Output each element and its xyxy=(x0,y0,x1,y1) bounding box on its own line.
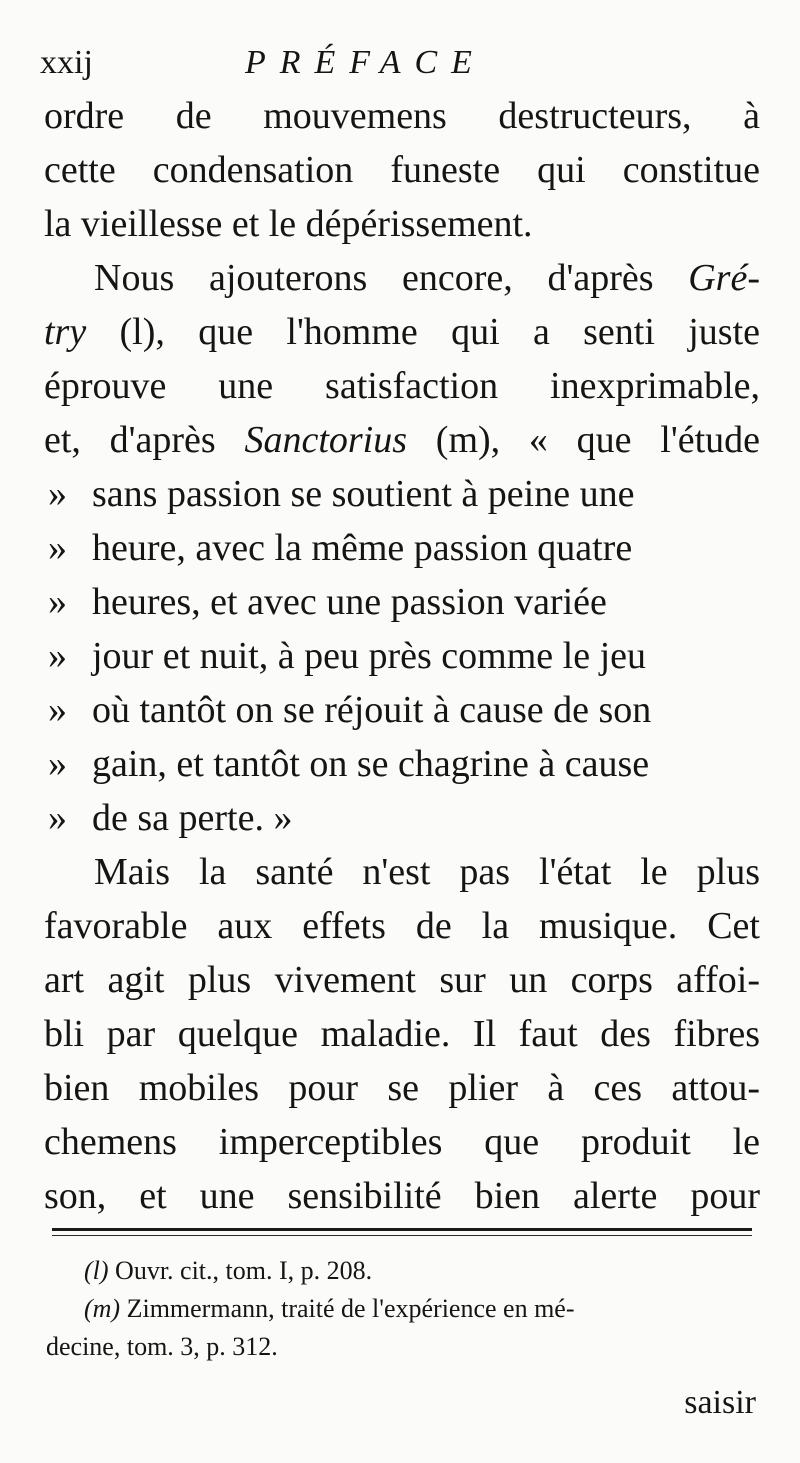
running-head: PRÉFACE xyxy=(245,44,486,81)
quoted-line xyxy=(44,521,760,575)
page-header xyxy=(40,44,760,94)
text-line: chemens imperceptibles que produit le xyxy=(44,1121,760,1163)
text-run: (m), « que l'étude xyxy=(407,419,760,461)
footnote-rule xyxy=(52,1228,752,1231)
quoted-text: gain, et tantôt on se chagrine à cause xyxy=(92,743,650,785)
text-line: bli par quelque maladie. Il faut des fibres xyxy=(44,1013,760,1055)
body-text xyxy=(44,89,760,1223)
quoted-line xyxy=(44,791,760,845)
quoted-text: où tantôt on se réjouit à cause de son xyxy=(92,689,652,731)
text-run: Nous ajouterons encore, d'après xyxy=(94,257,689,299)
text-line: éprouve une satisfaction inexprimable, xyxy=(44,365,760,407)
quoted-line xyxy=(44,629,760,683)
footnote-m-continued: decine, tom. 3, p. 312. xyxy=(46,1332,278,1361)
quoted-text: heure, avec la même passion quatre xyxy=(92,527,633,569)
footnote-text: Ouvr. cit., tom. I, p. 208. xyxy=(108,1256,373,1285)
quote-mark: » xyxy=(48,581,67,623)
quoted-line xyxy=(44,683,760,737)
quoted-text: sans passion se soutient à peine une xyxy=(92,473,635,515)
footnote-l xyxy=(46,1252,758,1290)
page-number: xxij xyxy=(40,44,93,81)
footnote-text: Zimmermann, traité de l'expérience en mé- xyxy=(120,1294,575,1323)
footnote-label: (m) xyxy=(84,1294,121,1323)
footnote-label: (l) xyxy=(84,1256,109,1285)
text-line: cette condensation funeste qui constitue xyxy=(44,149,760,191)
text-line: son, et une sensibilité bien alerte pour xyxy=(44,1175,760,1217)
footnotes xyxy=(46,1252,758,1366)
text-line: ordre de mouvemens destructeurs, à xyxy=(44,95,760,137)
quoted-text: jour et nuit, à peu près comme le jeu xyxy=(92,635,646,677)
text-line: art agit plus vivement sur un corps affoi- xyxy=(44,959,760,1001)
quoted-text: de sa perte. » xyxy=(92,797,293,839)
text-line xyxy=(44,251,760,305)
text-line: favorable aux effets de la musique. Cet xyxy=(44,905,760,947)
author-name-sanctorius: Sanctorius xyxy=(244,419,408,461)
text-run: et, d'après xyxy=(44,419,245,461)
text-run: (l), que l'homme qui a senti juste xyxy=(86,311,760,353)
author-name-gretry-end: try xyxy=(44,311,87,353)
author-name-gretry: Gré- xyxy=(688,257,760,299)
text-line xyxy=(44,305,760,359)
quote-mark: » xyxy=(48,527,67,569)
quoted-text: heures, et avec une passion variée xyxy=(92,581,607,623)
quote-mark: » xyxy=(48,689,67,731)
quoted-line xyxy=(44,467,760,521)
footnote-m xyxy=(46,1290,758,1328)
quote-mark: » xyxy=(48,797,67,839)
footnote-rule-thin xyxy=(52,1235,752,1236)
quote-mark: » xyxy=(48,473,67,515)
text-line xyxy=(44,413,760,467)
quote-mark: » xyxy=(48,743,67,785)
text-line: la vieillesse et le dépérissement. xyxy=(44,203,533,245)
catchword: saisir xyxy=(684,1384,756,1421)
text-line: bien mobiles pour se plier à ces attou- xyxy=(44,1067,760,1109)
text-line: Mais la santé n'est pas l'état le plus xyxy=(94,851,760,893)
quoted-line xyxy=(44,575,760,629)
quoted-line xyxy=(44,737,760,791)
quote-mark: » xyxy=(48,635,67,677)
